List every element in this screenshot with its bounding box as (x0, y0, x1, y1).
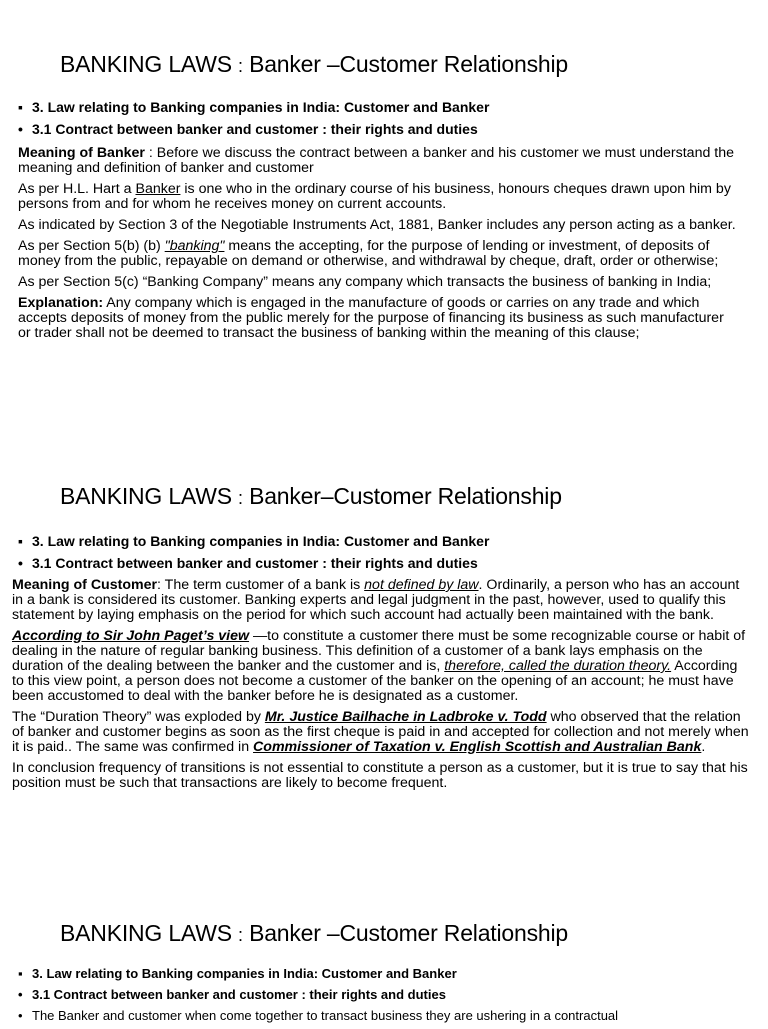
term-label: According to Sir John Paget’s view (12, 628, 250, 644)
paragraph: As indicated by Section 3 of the Negotiable Instruments Act, 1881, Banker includes any person acting as a banker. (18, 217, 736, 233)
title-subject: Banker –Customer Relationship (249, 920, 568, 946)
bullet-item (18, 555, 748, 571)
underlined-term: "banking" (164, 238, 225, 254)
square-bullet-icon: ▪ (18, 99, 23, 115)
case-citation: Commissioner of Taxation v. English Scottish and Australian Bank (253, 739, 702, 755)
bullet-item (18, 99, 748, 115)
paragraph-text: According to this view point, a person does not become a customer of the banker on the opening of an account; he must have been accustomed to deal with the banker before he is designated as a customer. (12, 658, 738, 704)
paragraph (18, 182, 740, 212)
bullet-text: 3.1 Contract between banker and customer : their rights and duties (32, 555, 478, 571)
paragraph-text: who observed that the relation of banker and customer begins as soon as the first cheque is paid in and accepted for collection and not merely when it is paid.. The same was confirmed in (12, 709, 749, 755)
title-separator: : (238, 925, 243, 945)
paragraph-text: . Ordinarily, a person who has an account in a bank is considered its customer. Banking experts and legal judgment in the past, however, used to qualify this statement by laying emphasis on the period for which such account had actually been maintained with the bank. (12, 577, 740, 623)
term-label: Meaning of Banker (18, 145, 145, 161)
round-bullet-icon: • (18, 121, 23, 137)
bullet-text: 3.1 Contract between banker and customer : their rights and duties (32, 987, 446, 1002)
square-bullet-icon: ▪ (18, 533, 23, 549)
slide-title (60, 920, 568, 947)
bullet-item (18, 966, 748, 981)
paragraph (18, 296, 740, 341)
paragraph-text: —to constitute a customer there must be some recognizable course or habit of dealing in the nature of regular banking business. This definition of a customer of a bank lays emphasis on the duration of the dealing between the banker and the customer and is, (12, 628, 746, 674)
paragraph-text: is one who in the ordinary course of his business, honours cheques drawn upon him by persons from and for whom he receives money on current accounts. (18, 181, 731, 212)
bullet-text: 3. Law relating to Banking companies in India: Customer and Banker (32, 99, 490, 115)
round-bullet-icon: • (18, 987, 23, 1002)
slide-1 (0, 0, 768, 440)
slide-3 (0, 870, 768, 1024)
underlined-term: Banker (135, 181, 181, 197)
bullet-list (18, 966, 748, 1029)
slide-title (60, 51, 568, 78)
slide-2 (0, 440, 768, 870)
paragraph-text: : Before we discuss the contract between a banker and his customer we must understand the meaning and definition of banker and customer (18, 145, 735, 176)
bullet-item (18, 1008, 748, 1023)
title-main: BANKING LAWS (60, 483, 232, 509)
paragraph: In conclusion frequency of transitions is not essential to constitute a person as a customer, but it is true to say that his position must be such that transactions are likely to become frequent. (12, 760, 748, 791)
paragraph-text: : The term customer of a bank is (157, 577, 365, 593)
term-label: Meaning of Customer (12, 577, 158, 593)
bullet-item (18, 987, 748, 1002)
paragraph-text: As per Section 5(b) (b) (18, 238, 165, 254)
paragraph-text: As per H.L. Hart a (18, 181, 136, 197)
bullet-list (18, 99, 748, 143)
paragraph (12, 578, 752, 623)
title-separator: : (238, 488, 243, 508)
bullet-list (18, 533, 748, 577)
term-label: Explanation: (18, 295, 104, 311)
paragraph (18, 239, 740, 269)
title-main: BANKING LAWS (60, 920, 232, 946)
paragraph-text: Any company which is engaged in the manufacture of goods or carries on any trade and which accepts deposits of money from the public merely for the purpose of financing its business as such manufacturer or trader shall not be deemed to transact the business of banking within the meaning of this clause; (18, 295, 724, 341)
bullet-text: The Banker and customer when come together to transact business they are ushering in a contractual (32, 1008, 619, 1023)
paragraph (12, 629, 752, 704)
paragraph-text: means the accepting, for the purpose of lending or investment, of deposits of money from the public, repayable on demand or otherwise, and withdrawal by cheque, draft, order or otherwise; (18, 238, 719, 269)
bullet-item (18, 533, 748, 549)
title-main: BANKING LAWS (60, 51, 232, 77)
paragraph-text: . (701, 739, 706, 755)
bullet-text: 3.1 Contract between banker and customer : their rights and duties (32, 121, 478, 137)
bullet-item (18, 121, 748, 137)
slide-title (60, 483, 562, 510)
title-separator: : (238, 56, 243, 76)
paragraph (12, 710, 752, 755)
square-bullet-icon: ▪ (18, 966, 23, 981)
title-subject: Banker –Customer Relationship (249, 51, 568, 77)
slide-body (18, 146, 740, 347)
paragraph-text: The “Duration Theory” was exploded by (12, 709, 265, 725)
round-bullet-icon: • (18, 555, 23, 571)
slide-body (12, 578, 752, 797)
round-bullet-icon: • (18, 1008, 23, 1023)
case-citation: Mr. Justice Bailhache in Ladbroke v. Todd (264, 709, 547, 725)
title-subject: Banker–Customer Relationship (249, 483, 562, 509)
underlined-term: not defined by law (364, 577, 479, 593)
paragraph (18, 146, 740, 176)
bullet-text: 3. Law relating to Banking companies in India: Customer and Banker (32, 533, 490, 549)
paragraph: As per Section 5(c) “Banking Company” means any company which transacts the business of banking in India; (18, 274, 712, 290)
bullet-text: 3. Law relating to Banking companies in India: Customer and Banker (32, 966, 457, 981)
underlined-term: therefore, called the duration theory. (444, 658, 672, 674)
